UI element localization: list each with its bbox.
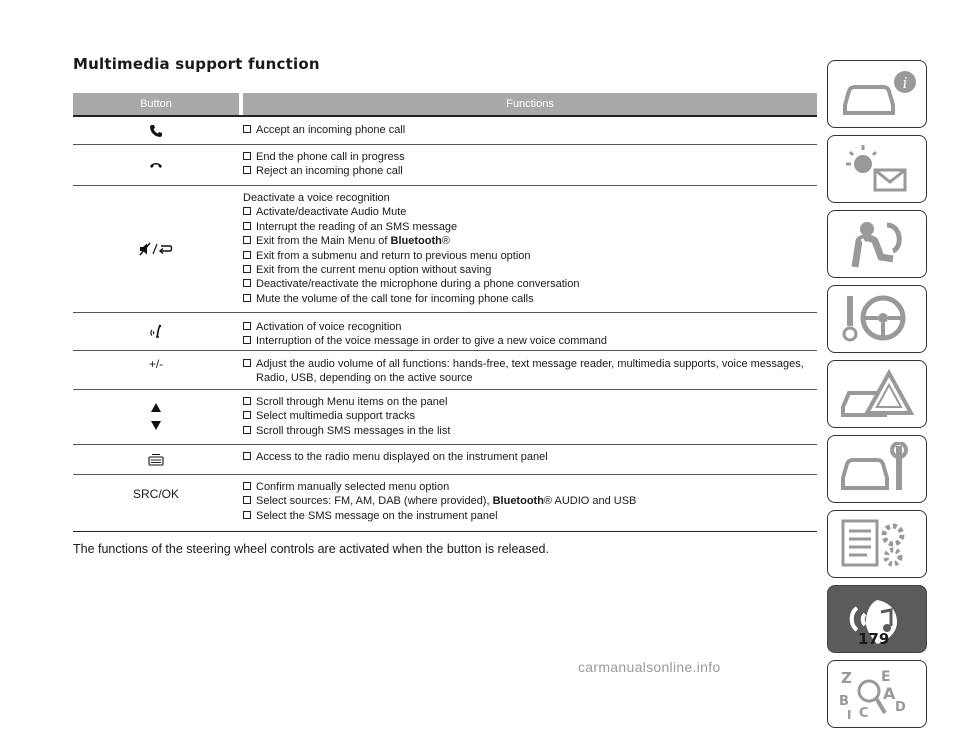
bullet-box-icon — [243, 265, 251, 273]
radio-menu-icon — [148, 454, 164, 466]
chapter-tab[interactable] — [827, 135, 927, 203]
functions-cell — [243, 390, 817, 444]
function-text: Deactivate/reactivate the microphone during a phone conversation — [256, 278, 580, 291]
table-row — [73, 312, 817, 350]
bullet-box-icon — [243, 411, 251, 419]
car-info-icon — [837, 67, 917, 121]
page-number: 179 — [858, 630, 890, 648]
functions-cell — [243, 445, 817, 474]
chapter-tab[interactable] — [827, 360, 927, 428]
function-item — [243, 164, 817, 178]
functions-cell — [243, 475, 817, 531]
svg-text:I: I — [847, 708, 852, 721]
function-text: Interrupt the reading of an SMS message — [256, 220, 458, 233]
table-row — [73, 350, 817, 389]
function-item — [243, 395, 817, 409]
bluetooth-brand-text: Bluetooth — [390, 235, 442, 248]
mute-back-icon — [139, 242, 173, 256]
function-item — [243, 249, 817, 263]
function-item — [243, 277, 817, 291]
table-row — [73, 474, 817, 532]
function-text: Scroll through SMS messages in the list — [256, 424, 451, 437]
bullet-box-icon — [243, 152, 251, 160]
function-item — [243, 357, 817, 386]
function-text: Select multimedia support tracks — [256, 410, 415, 423]
bullet-box-icon — [243, 222, 251, 230]
button-cell — [73, 475, 239, 531]
button-label: SRC/OK — [132, 487, 179, 501]
function-item — [243, 409, 817, 423]
chapter-tab[interactable] — [827, 60, 927, 128]
table-row — [73, 389, 817, 444]
bullet-box-icon — [243, 251, 251, 259]
phone-accept-icon — [149, 124, 163, 138]
table-body — [73, 115, 817, 532]
bullet-box-icon — [243, 511, 251, 519]
svg-text:C: C — [859, 706, 869, 721]
table-header — [73, 93, 817, 115]
function-text: Interruption of the voice message in order to give a new voice command — [256, 335, 607, 348]
function-table — [73, 93, 817, 532]
functions-cell — [243, 117, 817, 144]
function-text: Scroll through Menu items on the panel — [256, 396, 448, 408]
chapter-tab[interactable] — [827, 435, 927, 503]
button-cell — [73, 390, 239, 444]
bullet-box-icon — [243, 322, 251, 330]
function-item — [243, 150, 817, 164]
functions-cell — [243, 313, 817, 350]
button-cell — [73, 117, 239, 144]
key-steering-wheel-icon — [837, 292, 917, 346]
function-text: Activate/deactivate Audio Mute — [256, 206, 407, 219]
button-cell — [73, 313, 239, 350]
button-label: +/- — [148, 357, 164, 371]
svg-text:i: i — [902, 74, 908, 92]
svg-text:A: A — [883, 684, 896, 703]
maintenance-wrench-icon — [837, 442, 917, 496]
function-text: Adjust the audio volume of all functions: hands-free, text message reader, multimedia supports, voice messages, Radio, USB, depending on the active source — [256, 358, 804, 385]
button-cell — [73, 145, 239, 185]
bullet-box-icon — [243, 294, 251, 302]
function-item — [243, 424, 817, 438]
bullet-box-icon — [243, 236, 251, 244]
header-functions: Functions — [243, 93, 817, 115]
bullet-box-icon — [243, 452, 251, 460]
button-cell — [73, 351, 239, 389]
svg-text:Z: Z — [841, 669, 852, 687]
specs-gears-icon — [837, 517, 917, 571]
svg-text:D: D — [895, 700, 906, 715]
function-text: Access to the radio menu displayed on the instrument panel — [256, 451, 548, 463]
function-text-post: ® AUDIO and USB — [543, 495, 637, 508]
page-title: Multimedia support function — [73, 55, 320, 73]
function-text: Confirm manually selected menu option — [256, 481, 450, 493]
svg-text:E: E — [881, 669, 891, 685]
footnote: The functions of the steering wheel controls are activated when the button is released. — [73, 542, 549, 556]
bullet-box-icon — [243, 397, 251, 405]
function-text: Deactivate a voice recognition — [243, 192, 390, 204]
phone-hangup-icon — [149, 161, 163, 169]
function-text: Exit from the current menu option without saving — [256, 264, 492, 277]
alphabetical-index-icon — [837, 667, 917, 721]
bullet-box-icon — [243, 426, 251, 434]
voice-recognition-icon — [149, 324, 163, 340]
bullet-box-icon — [243, 125, 251, 133]
button-cell — [73, 186, 239, 312]
up-down-arrows-icon — [150, 402, 162, 432]
bullet-box-icon — [243, 207, 251, 215]
function-text: Accept an incoming phone call — [256, 124, 406, 136]
bullet-box-icon — [243, 279, 251, 287]
table-row — [73, 115, 817, 144]
function-item — [243, 220, 817, 234]
function-text: Mute the volume of the call tone for incoming phone calls — [256, 292, 534, 305]
bullet-box-icon — [243, 336, 251, 344]
function-item — [243, 292, 817, 306]
function-item — [243, 191, 817, 205]
bullet-box-icon — [243, 166, 251, 174]
function-item — [243, 234, 817, 248]
function-item — [243, 494, 817, 508]
bullet-box-icon — [243, 496, 251, 504]
function-text-post: ® — [441, 235, 450, 248]
function-text-pre: Select sources: FM, AM, DAB (where provided), — [256, 495, 493, 508]
function-text: End the phone call in progress — [256, 151, 405, 163]
function-text — [256, 234, 450, 248]
function-text — [256, 494, 636, 508]
function-text: Reject an incoming phone call — [256, 165, 403, 178]
bluetooth-brand-text: Bluetooth — [492, 495, 544, 508]
functions-cell — [243, 186, 817, 312]
warning-light-message-icon — [837, 142, 917, 196]
chapter-tab[interactable] — [827, 285, 927, 353]
function-item — [243, 123, 817, 137]
emergency-triangle-icon — [837, 367, 917, 421]
function-item — [243, 450, 817, 464]
function-item — [243, 205, 817, 219]
bullet-box-icon — [243, 359, 251, 367]
function-item — [243, 509, 817, 523]
function-item — [243, 480, 817, 494]
function-item — [243, 320, 817, 334]
airbag-seatbelt-icon — [837, 217, 917, 271]
bullet-box-icon — [243, 482, 251, 490]
button-cell — [73, 445, 239, 474]
chapter-tab[interactable] — [827, 510, 927, 578]
header-button: Button — [73, 93, 239, 115]
chapter-tab[interactable] — [827, 660, 927, 728]
functions-cell — [243, 145, 817, 185]
table-row — [73, 144, 817, 185]
svg-text:B: B — [839, 694, 849, 709]
table-row — [73, 185, 817, 312]
table-row — [73, 444, 817, 474]
watermark: carmanualsonline.info — [578, 659, 721, 675]
function-item — [243, 334, 817, 348]
function-text: Select the SMS message on the instrument panel — [256, 509, 498, 522]
functions-cell — [243, 351, 817, 389]
function-text: Exit from a submenu and return to previous menu option — [256, 249, 531, 262]
function-text: Activation of voice recognition — [256, 321, 402, 333]
function-item — [243, 263, 817, 277]
function-text-pre: Exit from the Main Menu of — [256, 235, 391, 248]
chapter-tab[interactable] — [827, 210, 927, 278]
